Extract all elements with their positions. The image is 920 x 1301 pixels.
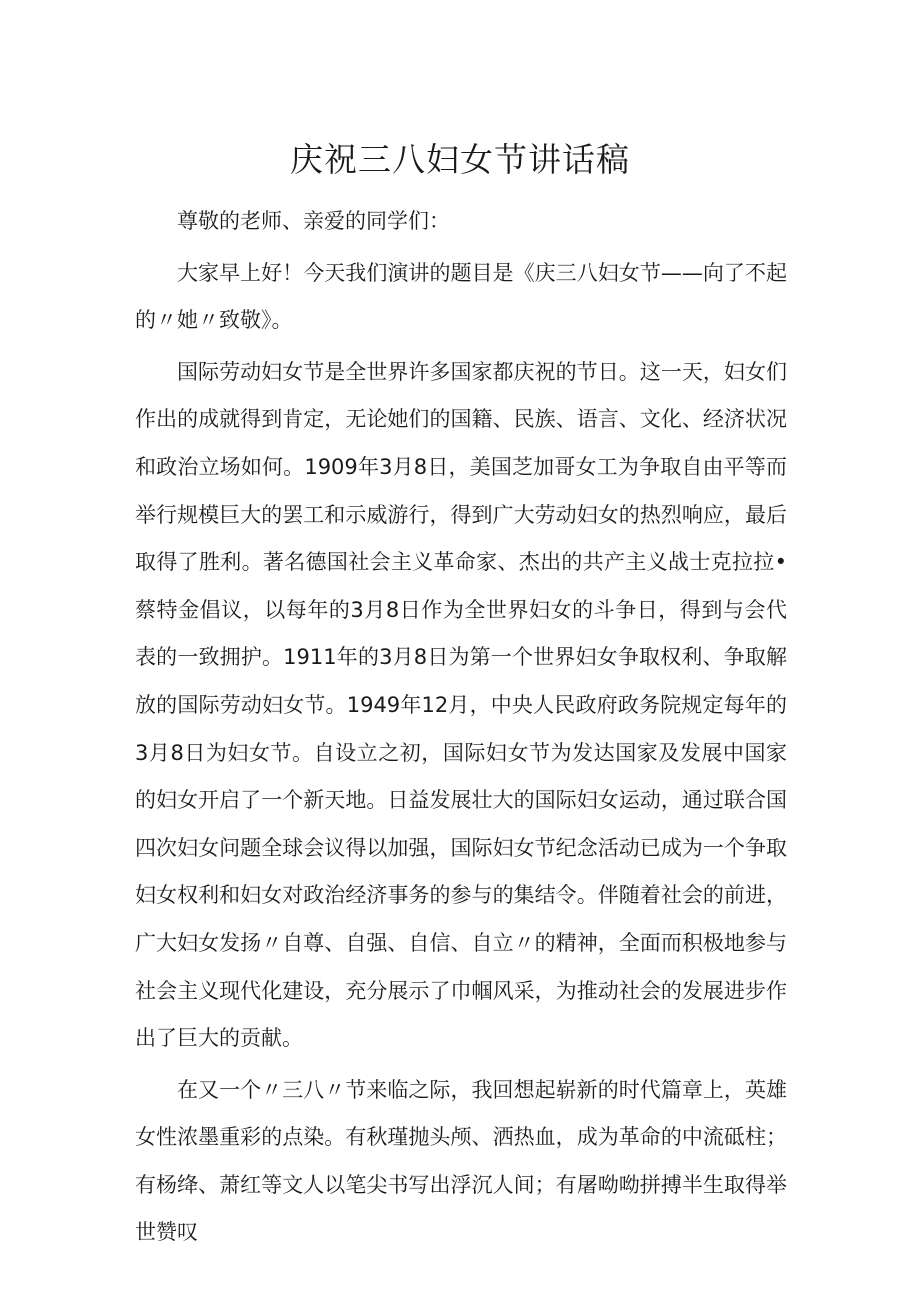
heroines-paragraph: 在又一个〃三八〃节来临之际，我回想起崭新的时代篇章上，英雄女性浓墨重彩的点染。有秋瑾抛头颅、洒热血，成为革命的中流砥柱；有杨绛、萧红等文人以笔尖书写出浮沉人间；有屠呦呦拼搏半生取得举世赞叹 — [135, 1077, 787, 1245]
salutation-paragraph: 尊敬的老师、亲爱的同学们： — [177, 209, 450, 233]
history-paragraph: 国际劳动妇女节是全世界许多国家都庆祝的节日。这一天，妇女们作出的成就得到肯定，无论她们的国籍、民族、语言、文化、经济状况和政治立场如何。1909年3月8日，美国芝加哥女工为争取自由平等而举行规模巨大的罢工和示威游行，得到广大劳动妇女的热烈响应，最后取得了胜利。著名德国社会主义革命家、杰出的共产主义战士克拉拉•蔡特金倡议，以每年的3月8日作为全世界妇女的斗争日，得到与会代表的一致拥护。1911年的3月8日为第一个世界妇女争取权利、争取解放的国际劳动妇女节。1949年12月，中央人民政府政务院规定每年的3月8日为妇女节。自设立之初，国际妇女节为发达国家及发展中国家的妇女开启了一个新天地。日益发展壮大的国际妇女运动，通过联合国四次妇女问题全球会议得以加强，国际妇女节纪念活动已成为一个争取妇女权利和妇女对政治经济事务的参与的集结令。伴随着社会的前进，广大妇女发扬〃自尊、自强、自信、自立〃的精神，全面而积极地参与社会主义现代化建设，充分展示了巾帼风采，为推动社会的发展进步作出了巨大的贡献。 — [135, 359, 787, 1051]
document-body — [135, 198, 787, 1261]
greeting-paragraph: 大家早上好！今天我们演讲的题目是《庆三八妇女节——向了不起的〃她〃致敬》。 — [135, 260, 787, 333]
document-title: 庆祝三八妇女节讲话稿 — [290, 140, 630, 179]
